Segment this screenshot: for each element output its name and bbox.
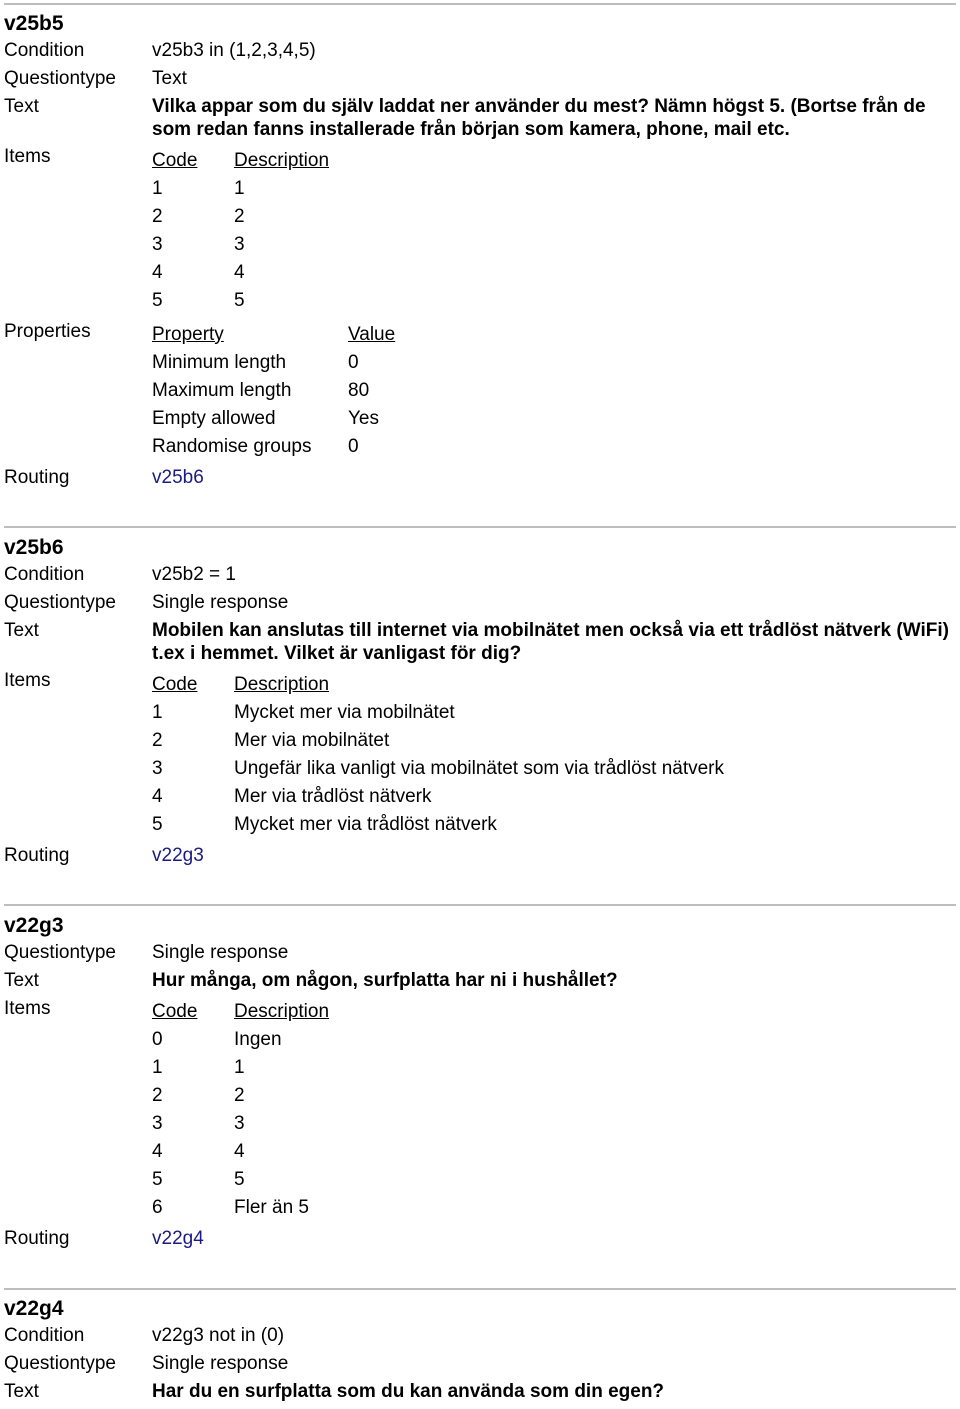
item-description: Ungefär lika vanligt via mobilnätet som via trådlöst nätverk — [234, 758, 725, 779]
questiontype-label: Questiontype — [4, 942, 116, 963]
item-code: 4 — [152, 262, 163, 283]
table-row — [4, 436, 954, 464]
item-description: 2 — [234, 1085, 245, 1106]
questiontype-row — [4, 68, 954, 96]
description-header: Description — [234, 674, 330, 695]
item-description: 1 — [234, 1057, 245, 1078]
condition-row — [4, 564, 954, 592]
condition-value: v25b2 = 1 — [152, 564, 236, 585]
section-divider — [4, 904, 956, 906]
table-row — [4, 178, 954, 206]
property-value: Yes — [348, 408, 379, 429]
text-label: Text — [4, 1381, 39, 1402]
question-id: v22g4 — [4, 1297, 64, 1320]
table-row — [4, 786, 954, 814]
routing-label: Routing — [4, 1228, 70, 1249]
table-row — [4, 290, 954, 318]
questiontype-row — [4, 1353, 954, 1381]
question-id: v25b6 — [4, 536, 64, 559]
item-description: Mer via mobilnätet — [234, 730, 390, 751]
item-description: 5 — [234, 290, 245, 311]
item-code: 4 — [152, 786, 163, 807]
table-row — [4, 1141, 954, 1169]
section-divider — [4, 526, 956, 528]
questiontype-value: Single response — [152, 942, 289, 963]
table-row — [4, 1085, 954, 1113]
item-description: 4 — [234, 262, 245, 283]
routing-label: Routing — [4, 845, 70, 866]
property-value: 0 — [348, 436, 359, 457]
code-header: Code — [152, 674, 198, 695]
questiontype-label: Questiontype — [4, 1353, 116, 1374]
items-label: Items — [4, 146, 51, 167]
question-id: v25b5 — [4, 12, 64, 35]
question-text-line: Har du en surfplatta som du kan använda som din egen? — [152, 1381, 665, 1402]
item-description: 2 — [234, 206, 245, 227]
item-code: 5 — [152, 290, 163, 311]
questiontype-label: Questiontype — [4, 68, 116, 89]
table-row — [4, 234, 954, 262]
question-text-line: Mobilen kan anslutas till internet via mobilnätet men också via ett trådlöst nätverk (WiFi) — [152, 620, 949, 641]
question-text-line: Vilka appar som du själv laddat ner använder du mest? Nämn högst 5. (Bortse från de — [152, 96, 926, 117]
item-code: 3 — [152, 758, 163, 779]
item-code: 3 — [152, 234, 163, 255]
table-row — [4, 352, 954, 380]
table-row — [4, 408, 954, 436]
routing-row — [4, 1228, 954, 1256]
item-description: 1 — [234, 178, 245, 199]
questiontype-row — [4, 592, 954, 620]
question-id: v22g3 — [4, 914, 64, 937]
questiontype-value: Single response — [152, 592, 289, 613]
item-code: 0 — [152, 1029, 163, 1050]
value-header: Value — [348, 324, 396, 345]
table-row — [4, 814, 954, 842]
table-row — [4, 1029, 954, 1057]
property-name: Maximum length — [152, 380, 292, 401]
item-description: Fler än 5 — [234, 1197, 309, 1218]
text-label: Text — [4, 970, 39, 991]
property-value: 0 — [348, 352, 359, 373]
text-label: Text — [4, 620, 39, 641]
table-row — [4, 262, 954, 290]
item-code: 1 — [152, 1057, 163, 1078]
question-text — [152, 95, 952, 141]
item-description: 3 — [234, 234, 245, 255]
condition-value: v22g3 not in (0) — [152, 1325, 285, 1346]
question-text-line: Hur många, om någon, surfplatta har ni i hushållet? — [152, 970, 618, 991]
question-text — [152, 1380, 952, 1403]
table-row — [4, 380, 954, 408]
item-description: 4 — [234, 1141, 245, 1162]
text-label: Text — [4, 96, 39, 117]
description-header: Description — [234, 1001, 330, 1022]
condition-row — [4, 1325, 954, 1353]
property-header: Property — [152, 324, 224, 345]
properties-label: Properties — [4, 321, 91, 342]
questiontype-value: Single response — [152, 1353, 289, 1374]
question-text — [152, 969, 952, 992]
routing-row — [4, 467, 954, 495]
code-header: Code — [152, 1001, 198, 1022]
item-description: Mer via trådlöst nätverk — [234, 786, 432, 807]
table-row — [4, 1057, 954, 1085]
section-divider — [4, 1288, 956, 1290]
item-code: 1 — [152, 178, 163, 199]
condition-row — [4, 40, 954, 68]
item-code: 5 — [152, 814, 163, 835]
item-code: 4 — [152, 1141, 163, 1162]
item-code: 5 — [152, 1169, 163, 1190]
item-code: 3 — [152, 1113, 163, 1134]
property-name: Minimum length — [152, 352, 287, 373]
questiontype-row — [4, 942, 954, 970]
routing-link[interactable]: v22g4 — [152, 1228, 204, 1249]
condition-label: Condition — [4, 564, 85, 585]
items-label: Items — [4, 998, 51, 1019]
routing-link[interactable]: v25b6 — [152, 467, 204, 488]
table-row — [4, 1113, 954, 1141]
question-text — [152, 619, 952, 665]
item-description: 5 — [234, 1169, 245, 1190]
table-row — [4, 730, 954, 758]
question-text-line: t.ex i hemmet. Vilket är vanligast för dig? — [152, 643, 522, 664]
routing-label: Routing — [4, 467, 70, 488]
routing-row — [4, 845, 954, 873]
condition-value: v25b3 in (1,2,3,4,5) — [152, 40, 316, 61]
table-row — [4, 702, 954, 730]
item-code: 2 — [152, 206, 163, 227]
item-code: 1 — [152, 702, 163, 723]
item-description: Ingen — [234, 1029, 282, 1050]
section-divider — [4, 3, 956, 5]
properties-header — [4, 324, 954, 352]
items-header — [4, 1001, 954, 1029]
item-description: 3 — [234, 1113, 245, 1134]
table-row — [4, 758, 954, 786]
item-code: 6 — [152, 1197, 163, 1218]
questiontype-value: Text — [152, 68, 187, 89]
routing-link[interactable]: v22g3 — [152, 845, 204, 866]
items-header — [4, 674, 954, 702]
table-row — [4, 1197, 954, 1225]
item-description: Mycket mer via trådlöst nätverk — [234, 814, 497, 835]
property-name: Randomise groups — [152, 436, 312, 457]
question-text-line: som redan fanns installerade från början som kamera, phone, mail etc. — [152, 119, 790, 140]
items-header — [4, 150, 954, 178]
item-code: 2 — [152, 730, 163, 751]
condition-label: Condition — [4, 40, 85, 61]
item-code: 2 — [152, 1085, 163, 1106]
condition-label: Condition — [4, 1325, 85, 1346]
property-value: 80 — [348, 380, 370, 401]
description-header: Description — [234, 150, 330, 171]
property-name: Empty allowed — [152, 408, 276, 429]
item-description: Mycket mer via mobilnätet — [234, 702, 455, 723]
items-label: Items — [4, 670, 51, 691]
code-header: Code — [152, 150, 198, 171]
questiontype-label: Questiontype — [4, 592, 116, 613]
table-row — [4, 206, 954, 234]
table-row — [4, 1169, 954, 1197]
